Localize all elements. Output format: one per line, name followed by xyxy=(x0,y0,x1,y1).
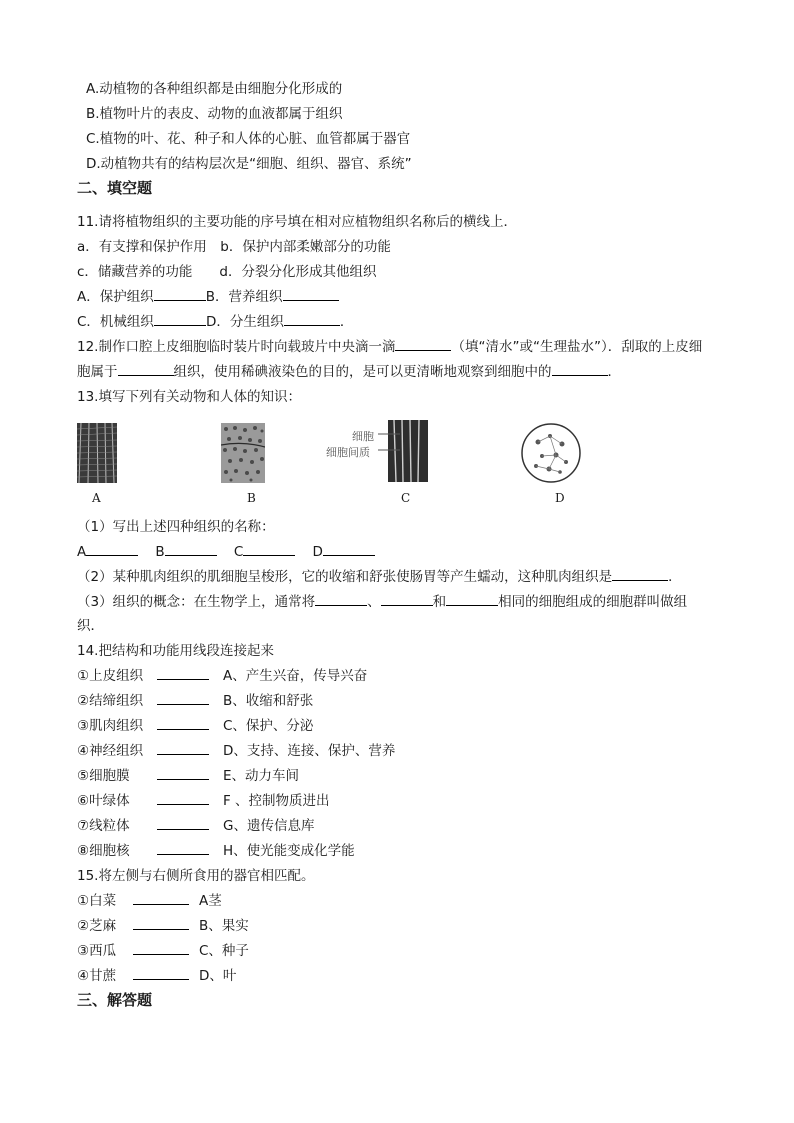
figure-b-label: B xyxy=(247,491,256,505)
q11-label-a: A．保护组织 xyxy=(77,289,154,305)
figure-a-label: A xyxy=(92,491,101,505)
q14-function: B、收缩和舒张 xyxy=(223,693,314,709)
q14-row xyxy=(77,742,395,760)
q11-label-c: C．机械组织 xyxy=(77,314,154,330)
q14-blank[interactable] xyxy=(157,817,209,830)
q14-row xyxy=(77,767,299,785)
q15-stem: 15.将左侧与右侧所食用的器官相匹配。 xyxy=(77,868,315,884)
q12-text-1: 12.制作口腔上皮细胞临时装片时向载玻片中央滴一滴 xyxy=(77,339,396,355)
figure-a-muscle-tissue xyxy=(77,423,117,483)
q13-answer-label-a: A xyxy=(77,544,87,560)
q15-food: ①白菜 xyxy=(77,893,117,909)
q11-answer-row-2 xyxy=(77,313,353,331)
q13-sub1: （1）写出上述四种组织的名称： xyxy=(77,519,275,535)
section2-title: 二、填空题 xyxy=(77,179,153,197)
q14-structure: ③肌肉组织 xyxy=(77,718,144,734)
q14-function: F 、控制物质进出 xyxy=(223,793,330,809)
q10-option-b: B.植物叶片的表皮、动物的血液都属于组织 xyxy=(86,106,343,122)
q13-answer-label-d: D xyxy=(312,544,323,560)
q13-blank-sub3-2[interactable] xyxy=(381,593,433,606)
q14-row xyxy=(77,842,355,860)
q13-sub3-text-1: （3）组织的概念：在生物学上，通常将 xyxy=(77,594,316,610)
q14-blank[interactable] xyxy=(157,767,209,780)
figure-c-label-matrix: 细胞间质 xyxy=(326,446,370,459)
q13-blank-a[interactable] xyxy=(86,543,138,556)
q13-sub2: （2）某种肌肉组织的肌细胞呈梭形，它的收缩和舒张使肠胃等产生蠕动，这种肌肉组织是 xyxy=(77,569,613,585)
figure-d-label: D xyxy=(555,491,565,505)
q12-blank-1[interactable] xyxy=(395,338,451,351)
q14-structure: ⑥叶绿体 xyxy=(77,793,130,809)
q15-row xyxy=(77,892,222,910)
q12-line-1 xyxy=(77,338,702,356)
q11-label-b: B．营养组织 xyxy=(205,289,283,305)
q14-structure: ⑧细胞核 xyxy=(77,843,130,859)
q14-row xyxy=(77,692,313,710)
q15-blank[interactable] xyxy=(133,942,189,955)
q13-sub2-line xyxy=(77,568,682,586)
q11-blank-b[interactable] xyxy=(283,288,339,301)
q13-sub3-text-2: 、 xyxy=(367,594,381,610)
q14-function: A、产生兴奋，传导兴奋 xyxy=(223,668,368,684)
q13-blank-b[interactable] xyxy=(165,543,217,556)
q10-option-c: C.植物的叶、花、种子和人体的心脏、血管都属于器官 xyxy=(86,131,411,147)
q12-blank-3[interactable] xyxy=(552,363,608,376)
q14-function: E、动力车间 xyxy=(223,768,300,784)
q13-sub2-end: ． xyxy=(668,569,682,585)
q15-row xyxy=(77,942,249,960)
q15-organ: B、果实 xyxy=(199,918,249,934)
q13-blank-sub3-1[interactable] xyxy=(315,593,367,606)
q14-structure: ⑦线粒体 xyxy=(77,818,130,834)
q12-text-3: 胞属于 xyxy=(77,364,118,380)
q11-functions-cd: c．储藏营养的功能 d．分裂分化形成其他组织 xyxy=(77,264,377,280)
q14-row xyxy=(77,817,314,835)
q13-sub3-text-3: 和 xyxy=(432,594,447,610)
q11-blank-d[interactable] xyxy=(284,313,340,326)
q14-structure: ⑤细胞膜 xyxy=(77,768,130,784)
q11-end: ． xyxy=(339,314,354,330)
figure-b-epithelial-tissue xyxy=(221,423,265,483)
figure-c-label: C xyxy=(401,491,411,505)
q14-function: D、支持、连接、保护、营养 xyxy=(223,743,396,759)
section3-title: 三、解答题 xyxy=(77,991,153,1009)
q13-sub3-line xyxy=(77,593,687,611)
q12-text-2: （填“清水”或“生理盐水”）．刮取的上皮细 xyxy=(451,339,703,355)
q13-stem: 13.填写下列有关动物和人体的知识： xyxy=(77,389,301,405)
q15-row xyxy=(77,967,236,985)
q13-sub3-text-5: 织． xyxy=(77,618,104,634)
q15-food: ②芝麻 xyxy=(77,918,117,934)
q14-structure: ④神经组织 xyxy=(77,743,144,759)
figure-c-connective-tissue xyxy=(378,420,430,482)
q14-row xyxy=(77,717,313,735)
q15-organ: A茎 xyxy=(199,893,222,909)
q14-function: G、遗传信息库 xyxy=(223,818,315,834)
q14-structure: ②结缔组织 xyxy=(77,693,144,709)
q11-blank-c[interactable] xyxy=(154,313,206,326)
q14-blank[interactable] xyxy=(157,667,209,680)
q11-blank-a[interactable] xyxy=(154,288,206,301)
q14-blank[interactable] xyxy=(157,842,209,855)
q12-text-5: ． xyxy=(607,364,621,380)
q14-function: H、使光能变成化学能 xyxy=(223,843,355,859)
q13-sub3-text-4: 相同的细胞组成的细胞群叫做组 xyxy=(498,594,688,610)
q14-blank[interactable] xyxy=(157,717,209,730)
q15-row xyxy=(77,917,249,935)
q15-food: ③西瓜 xyxy=(77,943,117,959)
q14-blank[interactable] xyxy=(157,792,209,805)
q13-answer-label-b: B xyxy=(155,544,165,560)
q13-blank-sub3-3[interactable] xyxy=(446,593,498,606)
q13-sub1-answers xyxy=(77,543,375,561)
q11-stem: 11.请将植物组织的主要功能的序号填在相对应植物组织名称后的横线上． xyxy=(77,214,517,230)
q15-organ: D、叶 xyxy=(199,968,237,984)
q15-blank[interactable] xyxy=(133,967,189,980)
q12-text-4: 组织，使用稀碘液染色的目的，是可以更清晰地观察到细胞中的 xyxy=(173,364,552,380)
q13-blank-c[interactable] xyxy=(243,543,295,556)
figure-d-microscope-view xyxy=(520,422,582,484)
q13-blank-sub2[interactable] xyxy=(612,568,668,581)
q14-blank[interactable] xyxy=(157,692,209,705)
q15-organ: C、种子 xyxy=(199,943,249,959)
figure-c-label-cell: 细胞 xyxy=(352,430,374,443)
q14-blank[interactable] xyxy=(157,742,209,755)
q12-line-2 xyxy=(77,363,621,381)
q10-option-d: D.动植物共有的结构层次是“细胞、组织、器官、系统” xyxy=(86,156,412,172)
q13-blank-d[interactable] xyxy=(323,543,375,556)
q11-label-d: D．分生组织 xyxy=(205,314,284,330)
q11-functions-ab: a．有支撑和保护作用 b．保护内部柔嫩部分的功能 xyxy=(77,239,391,255)
q10-option-a: A.动植物的各种组织都是由细胞分化形成的 xyxy=(86,81,343,97)
q14-stem: 14.把结构和功能用线段连接起来 xyxy=(77,643,274,659)
q14-row xyxy=(77,667,367,685)
q14-structure: ①上皮组织 xyxy=(77,668,144,684)
q15-blank[interactable] xyxy=(133,917,189,930)
q14-function: C、保护、分泌 xyxy=(223,718,314,734)
q15-food: ④甘蔗 xyxy=(77,968,117,984)
q12-blank-2[interactable] xyxy=(118,363,174,376)
q14-row xyxy=(77,792,330,810)
q11-answer-row-1 xyxy=(77,288,339,306)
q13-answer-label-c: C xyxy=(233,544,244,560)
q15-blank[interactable] xyxy=(133,892,189,905)
